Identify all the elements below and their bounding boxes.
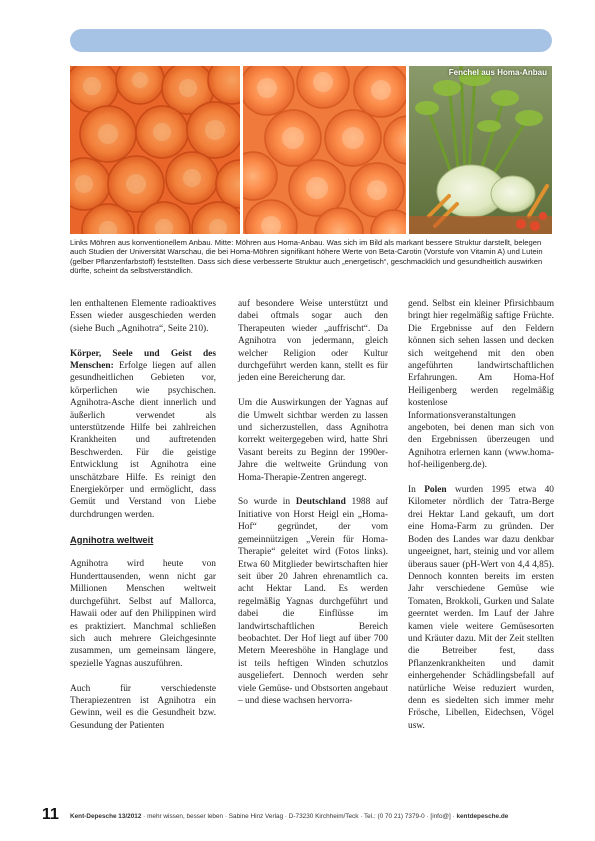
paragraph: len enthaltenen Elemente radioaktives Essen wieder ausgeschieden werden (siehe Buch „Agnihotra“, Seite 210). (70, 299, 216, 334)
paragraph-text: In (408, 485, 425, 496)
country-name: Deutschland (295, 497, 346, 508)
paragraph-text: 1988 auf Initiative von Horst Heigl ein „Homa-Hof“ gegründet, der vom gemeinnützigen „Verein für Homa-Therapie“ geleitet wird (Fotos links). Etwa 60 Mitglieder bewirtschaften hier seit über 20 Jahren ehrenamtlich ca. acht Hektar Land. Es werden regelmäßig Yagnas durchgeführt und dabei die Einflüsse im landwirtschaftlichen Bereich beobachtet. Der Hof liegt auf über 700 Metern Meereshöhe in Hanglage und ist teils heftigen Winden schutzlos ausgeliefert. Dennoch werden sehr viele Gemüse- und Obstsorten angebaut – und diese wachsen hervorra- (238, 497, 388, 706)
header-blue-bar (70, 29, 552, 52)
paragraph (408, 484, 554, 732)
photo-homa-carrots (243, 66, 406, 234)
text-column-1 (70, 298, 216, 745)
paragraph-text: So wurde in (238, 497, 296, 508)
page-footer (42, 806, 557, 826)
paragraph: Agnihotra wird heute von Hunderttausenden, wenn nicht gar Millionen Menschen weltweit durchgeführt. Selbst auf Mallorca, Hawaii oder auf den Philippinen wird es praktiziert. Manchmal schließen sich auch mehrere Gleichgesinnte zusammen, um gemeinsam längere, spezielle Yagnas auszuführen. (70, 559, 216, 669)
country-name: Polen (424, 485, 447, 496)
section-heading: Agnihotra weltweit (70, 533, 154, 545)
footer-issue: Kent-Depesche 13/2012 (70, 813, 142, 820)
text-column-2 (238, 298, 388, 720)
photo-caption: Links Möhren aus konventionellem Anbau. Mitte: Möhren aus Homa-Anbau. Was sich im Bild als markant bessere Struktur darstellt, belegen auch Studien der Universität Warschau, die bei Homa-Möhren signifikant höhere Werte von Beta-Carotin (Vorstufe von Vitamin A) und Lutein (gelber Pflanzenfarbstoff) feststellten. Dass sich diese verbesserte Struktur auch „energetisch“, geschmacklich und gesundheitlich auswirken dürfte, scheint da selbstverständlich. (70, 238, 543, 276)
photo-conventional-carrots (70, 66, 240, 234)
footer-website-link[interactable]: kentdepesche.de (456, 813, 509, 820)
paragraph-lead: Körper, Seele und Geist des Menschen: (70, 348, 216, 372)
photo-label-fennel: Fenchel aus Homa-Anbau (448, 68, 547, 77)
text-column-3 (408, 298, 554, 745)
paragraph: Um die Auswirkungen der Yagnas auf die Umwelt sichtbar werden zu lassen und sicherzustellen, dass Agnihotra korrekt weitergegeben wird, hatte Shri Vasant bereits zu Beginn der 1990er-Jahre die weltweite Gründung von Homa-Therapie-Zentren angeregt. (238, 398, 388, 483)
footer-text (70, 813, 508, 820)
paragraph (238, 496, 388, 707)
paragraph (70, 348, 216, 522)
paragraph: gend. Selbst ein kleiner Pfirsichbaum bringt hier regelmäßig saftige Früchte. Die Ergebnisse auf den Feldern können sich sehen lassen und decken sich weitgehend mit den oben angeführten landwirtschaftlichen Erfahrungen. Am Homa-Hof Heiligenberg werden regelmäßig kostenlose Informationsveranstaltungen angeboten, bei denen man sich von den Ergebnissen überzeugen und Agnihotra erlernen kann (www.homa-hof-heiligenberg.de). (408, 299, 554, 471)
footer-publisher: · mehr wissen, besser leben · Sabine Hinz Verlag · D-73230 Kirchheim/Teck · Tel.: (0 70 21) 7379-0 · [info@] · (141, 813, 457, 820)
paragraph-text: wurden 1995 etwa 40 Kilometer nördlich der Tatra-Berge drei Hektar Land gekauft, um dort eine Homa-Farm zu gründen. Der Boden des Landes war dazu denkbar ungeeignet, hart, steinig und vor allem überaus sauer (pH-Wert von 4,4 4,85). Dennoch konnten bereits im ersten Jahr verschiedene Gemüse wie Tomaten, Brokkoli, Gurken und Salate geerntet werden. Im Lauf der Jahre kamen viele weitere Gemüsesorten und Kräuter dazu. Mit der Zeit stellten die Betreiber fest, dass Pflanzenkrankheiten und damit einhergehender Schädlingsbefall auf natürliche Weise reduziert wurden, denn es siedelten sich immer mehr Frösche, Libellen, Eidechsen, Vögel usw. (408, 485, 554, 731)
paragraph: auf besondere Weise unterstützt und dabei oftmals sogar auch den Therapeuten wieder „auffrischt“. Da Agnihotra von jedermann, gleich welcher Religion oder Kultur durchgeführt werden kann, stellt es für jeden eine Bereicherung dar. (238, 299, 388, 384)
paragraph-text: Erfolge liegen auf allen gesundheitlichen Gebieten vor, körperlichen wie psychischen. Agnihotra-Asche dient innerlich und äußerlich verwendet als unterstützende Hilfe bei zahlreichen Krankheiten und auftretenden Beschwerden. Für die geistige Entwicklung ist Agnihotra eine unschätzbare Hilfe. Es reinigt den Energiekörper und ermöglicht, dass Gemüt und Verstand von Liebe durchdrungen werden. (70, 361, 216, 520)
paragraph: Auch für verschiedenste Therapiezentren ist Agnihotra ein Gewinn, weil es die Gesundheit bzw. Gesundung der Patienten (70, 683, 216, 731)
photo-fennel-homa (409, 66, 552, 234)
page-number: 11 (42, 806, 59, 823)
